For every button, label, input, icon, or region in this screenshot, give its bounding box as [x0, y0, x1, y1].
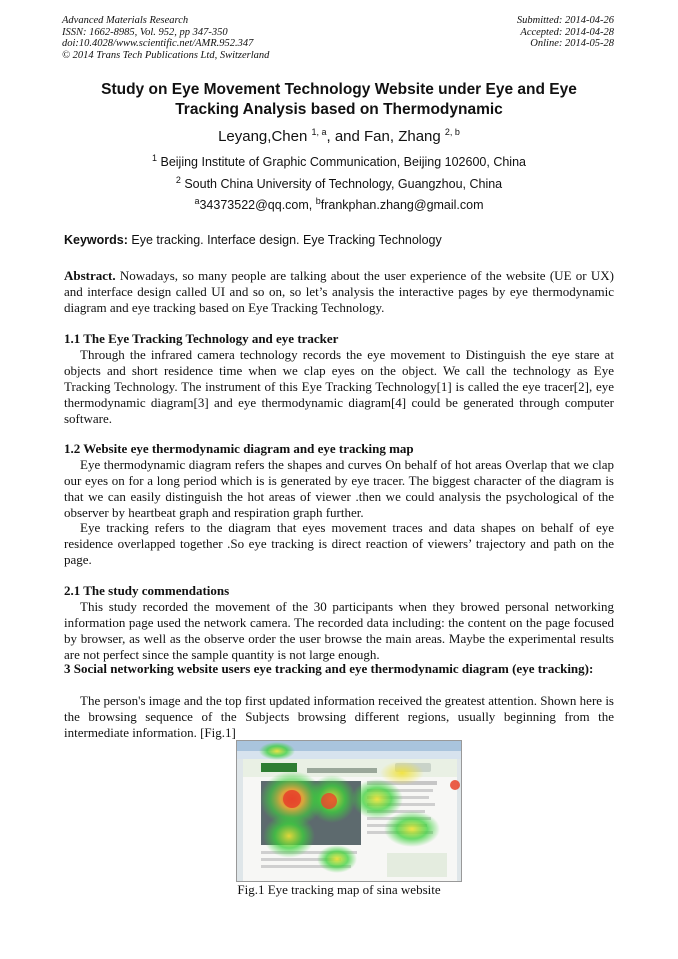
section-1-2-heading: 1.2 Website eye thermodynamic diagram and eye tracking map	[64, 441, 414, 456]
site-nav	[307, 768, 377, 773]
author-1: Leyang,Chen	[218, 128, 312, 145]
heat-spot	[351, 779, 403, 819]
accepted-date: Accepted: 2014-04-28	[520, 26, 614, 38]
issn-line: ISSN: 1662-8985, Vol. 952, pp 347-350	[62, 26, 228, 38]
eye-tracking-figure	[236, 740, 462, 882]
author-2-sup: 2, b	[444, 127, 460, 137]
section-1-1-paragraph: Through the infrared camera technology records the eye movement to Distinguish the eye stare at objects and short residence time when we clap eyes on the object. We call the technology as Eye Tracking Technology. The instrument of this Eye Tracking Technology[1] is called the eye tracer[2], eye thermodynamic diagram[3] and eye thermodynamic diagram[4] could be generated through computer software.	[64, 347, 614, 426]
section-2-1-paragraph: This study recorded the movement of the 30 participants when they browed personal networking information page used the network camera. The recorded data including: the content on the page focused by browser, as well as the observe order the user browse the main areas. Maybe the experimental results are not perfect since the sample quantity is not large enough.	[64, 599, 614, 662]
journal-header-right	[517, 15, 614, 50]
section-1-2-paragraph-1: Eye thermodynamic diagram refers the shapes and curves On behalf of hot areas Overlap that we clap our eyes on for a long period which is is generated by eye tracer. The biggest character of the diagram is that we can easily distinguish the hot areas of viewer .then we could analysis the psychological of the observer by heartbeat graph and respiration graph further.	[64, 457, 614, 520]
journal-header-left	[62, 15, 269, 61]
keywords	[64, 233, 442, 247]
heat-spot	[380, 761, 424, 785]
abstract-label: Abstract.	[64, 268, 116, 283]
keywords-text: Eye tracking. Interface design. Eye Tracking Technology	[127, 233, 442, 247]
journal-name: Advanced Materials Research	[62, 15, 189, 26]
section-1-1-heading: 1.1 The Eye Tracking Technology and eye tracker	[64, 331, 339, 346]
email-a-sup: a	[194, 195, 200, 206]
author-1-sup: 1, a	[311, 127, 327, 137]
heat-spot	[317, 845, 357, 873]
email-b-sup: b	[315, 195, 321, 206]
affiliation-1	[0, 152, 678, 169]
online-date: Online: 2014-05-28	[530, 38, 614, 49]
affiliation-1-text: Beijing Institute of Graphic Communication, Beijing 102600, China	[157, 155, 526, 169]
submitted-date: Submitted: 2014-04-26	[516, 15, 614, 26]
section-3-paragraph: The person's image and the top first updated information received the greatest attention. Shown here is the browsing sequence of the Subjects browsing different regions, usually beginning from the intermediate information. [Fig.1]	[64, 693, 614, 740]
copyright-line: © 2014 Trans Tech Publications Ltd, Switzerland	[62, 49, 270, 61]
email-a: 34373522@qq.com,	[199, 198, 316, 212]
heat-spot	[384, 811, 440, 847]
fixation-point	[321, 793, 337, 809]
affiliation-2	[0, 174, 678, 191]
authors-line	[0, 128, 678, 145]
affiliation-2-sup: 2	[175, 174, 181, 185]
email-b: frankphan.zhang@gmail.com	[320, 198, 484, 212]
keywords-label: Keywords:	[64, 233, 128, 247]
doi-line: doi:10.4028/www.scientific.net/AMR.952.347	[62, 38, 254, 49]
affiliation-2-text: South China University of Technology, Guangzhou, China	[180, 177, 503, 191]
section-3-heading: 3 Social networking website users eye tracking and eye thermodynamic diagram (eye tracking):	[64, 661, 594, 676]
section-1-2-paragraph-2: Eye tracking refers to the diagram that eyes movement traces and data shapes on behalf of eye residence overlapped together .So eye tracking is direct reaction of viewers’ trajectory and path on the page.	[64, 520, 614, 567]
site-logo	[261, 763, 297, 772]
affiliation-1-sup: 1	[152, 152, 158, 163]
eye-tracking-heatmap-image	[237, 741, 462, 882]
section-2-1-heading: 2.1 The study commendations	[64, 583, 230, 598]
heat-spot	[259, 742, 295, 760]
abstract	[64, 268, 614, 316]
heat-spot	[263, 814, 315, 858]
paper-title: Study on Eye Movement Technology Website under Eye and Eye Tracking Analysis based on Thermodynamic	[101, 81, 577, 118]
author-separator: , and Fan, Zhang	[326, 128, 445, 145]
fixation-point	[283, 790, 301, 808]
abstract-text: Nowadays, so many people are talking about the user experience of the website (UE or UX) and interface design called UI and so on, so let’s analysis the interactive pages by eye thermodynamic diagram and eye tracking based on Eye Tracking Technology.	[64, 268, 614, 315]
fixation-point	[450, 780, 460, 790]
emails	[0, 195, 678, 212]
figure-caption: Fig.1 Eye tracking map of sina website	[237, 882, 441, 897]
